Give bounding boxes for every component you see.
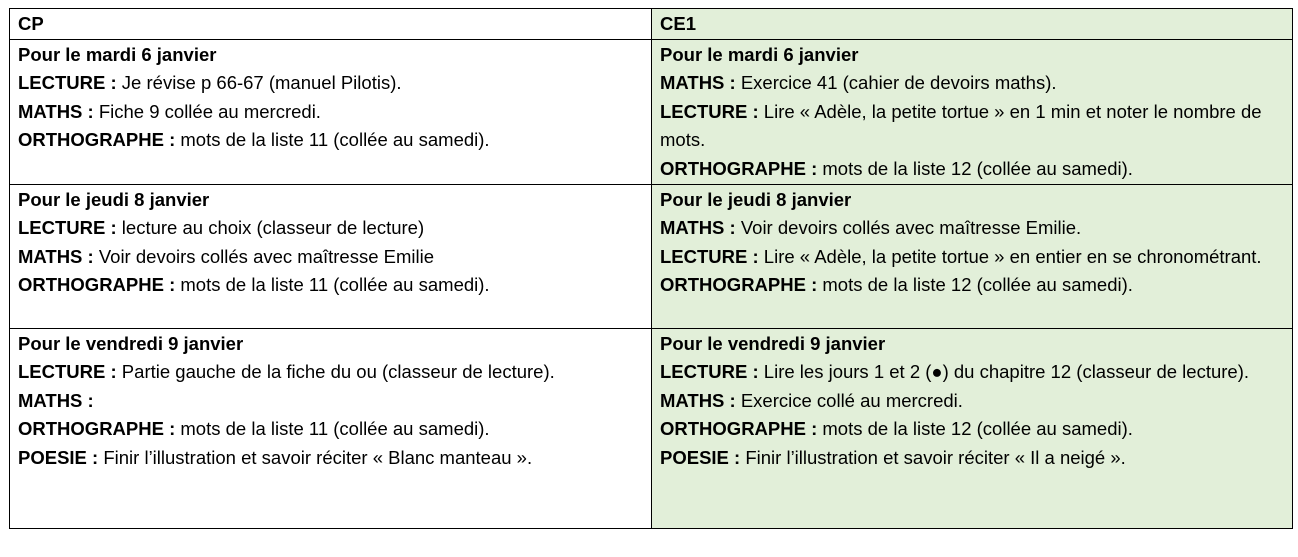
homework-line xyxy=(18,69,643,98)
subject-label: LECTURE : xyxy=(660,100,759,122)
subject-label: LECTURE : xyxy=(18,361,117,383)
homework-text: mots de la liste 11 (collée au samedi). xyxy=(175,129,490,151)
homework-line xyxy=(18,358,643,387)
subject-label: MATHS : xyxy=(18,100,94,122)
subject-label: ORTHOGRAPHE : xyxy=(18,274,176,296)
homework-line xyxy=(18,444,643,473)
homework-text: mots de la liste 12 (collée au samedi). xyxy=(817,418,1133,440)
subject-label: MATHS : xyxy=(18,245,94,267)
homework-text: Voir devoirs collés avec maîtresse Emilie xyxy=(93,245,435,267)
header-row xyxy=(10,9,1293,40)
subject-label: LECTURE : xyxy=(660,245,759,267)
homework-text: Finir l’illustration et savoir réciter « Blanc manteau ». xyxy=(98,446,533,468)
homework-line xyxy=(18,98,643,127)
homework-line xyxy=(660,155,1284,184)
homework-text: Lire les jours 1 et 2 (●) du chapitre 12 (classeur de lecture). xyxy=(758,361,1250,383)
subject-label: POESIE : xyxy=(18,446,99,468)
homework-line xyxy=(660,271,1284,300)
homework-text: lecture au choix (classeur de lecture) xyxy=(116,217,425,239)
header-cp: CP xyxy=(10,9,652,40)
subject-label: MATHS : xyxy=(18,389,94,411)
homework-text: Lire « Adèle, la petite tortue » en entier en se chronométrant. xyxy=(758,245,1262,267)
homework-line xyxy=(18,415,643,444)
subject-label: POESIE : xyxy=(660,446,741,468)
day-heading: Pour le jeudi 8 janvier xyxy=(660,188,852,210)
table-row xyxy=(10,184,1293,328)
subject-label: ORTHOGRAPHE : xyxy=(660,418,818,440)
homework-text: mots de la liste 12 (collée au samedi). xyxy=(817,274,1133,296)
homework-line xyxy=(18,243,643,272)
homework-line xyxy=(660,358,1284,387)
day-heading: Pour le jeudi 8 janvier xyxy=(18,188,210,210)
homework-line xyxy=(18,387,643,416)
subject-label: MATHS : xyxy=(660,389,736,411)
homework-table xyxy=(9,8,1293,529)
homework-text: Voir devoirs collés avec maîtresse Emilie. xyxy=(735,217,1082,239)
subject-label: LECTURE : xyxy=(660,361,759,383)
day-heading: Pour le vendredi 9 janvier xyxy=(660,332,886,354)
homework-text: Je révise p 66-67 (manuel Pilotis). xyxy=(116,72,402,94)
day-heading: Pour le mardi 6 janvier xyxy=(18,43,217,65)
homework-line xyxy=(660,387,1284,416)
subject-label: MATHS : xyxy=(660,72,736,94)
header-ce1: CE1 xyxy=(652,9,1293,40)
subject-label: LECTURE : xyxy=(18,72,117,94)
subject-label: ORTHOGRAPHE : xyxy=(660,157,818,179)
homework-line xyxy=(660,69,1284,98)
table-row xyxy=(10,39,1293,184)
day-heading: Pour le vendredi 9 janvier xyxy=(18,332,244,354)
subject-label: ORTHOGRAPHE : xyxy=(18,129,176,151)
homework-line xyxy=(18,214,643,243)
cell-cp-mardi xyxy=(10,39,652,184)
homework-line xyxy=(18,126,643,155)
cell-ce1-vendredi xyxy=(652,328,1293,528)
homework-line xyxy=(660,415,1284,444)
cell-cp-jeudi xyxy=(10,184,652,328)
table-row xyxy=(10,328,1293,528)
homework-text: Exercice collé au mercredi. xyxy=(735,389,963,411)
cell-ce1-mardi xyxy=(652,39,1293,184)
homework-text: mots de la liste 12 (collée au samedi). xyxy=(817,157,1133,179)
day-heading: Pour le mardi 6 janvier xyxy=(660,43,859,65)
subject-label: ORTHOGRAPHE : xyxy=(660,274,818,296)
homework-text: Finir l’illustration et savoir réciter « Il a neigé ». xyxy=(740,446,1126,468)
homework-text: Fiche 9 collée au mercredi. xyxy=(93,100,321,122)
homework-text: Exercice 41 (cahier de devoirs maths). xyxy=(735,72,1057,94)
cell-cp-vendredi xyxy=(10,328,652,528)
homework-line xyxy=(18,271,643,300)
homework-text: Lire « Adèle, la petite tortue » en 1 min et noter le nombre de mots. xyxy=(660,100,1262,151)
subject-label: LECTURE : xyxy=(18,217,117,239)
homework-line xyxy=(660,444,1284,473)
homework-text: mots de la liste 11 (collée au samedi). xyxy=(175,274,490,296)
homework-line xyxy=(660,98,1284,155)
homework-text: mots de la liste 11 (collée au samedi). xyxy=(175,418,490,440)
cell-ce1-jeudi xyxy=(652,184,1293,328)
homework-line xyxy=(660,214,1284,243)
subject-label: ORTHOGRAPHE : xyxy=(18,418,176,440)
homework-line xyxy=(660,243,1284,272)
homework-text: Partie gauche de la fiche du ou (classeur de lecture). xyxy=(116,361,555,383)
subject-label: MATHS : xyxy=(660,217,736,239)
